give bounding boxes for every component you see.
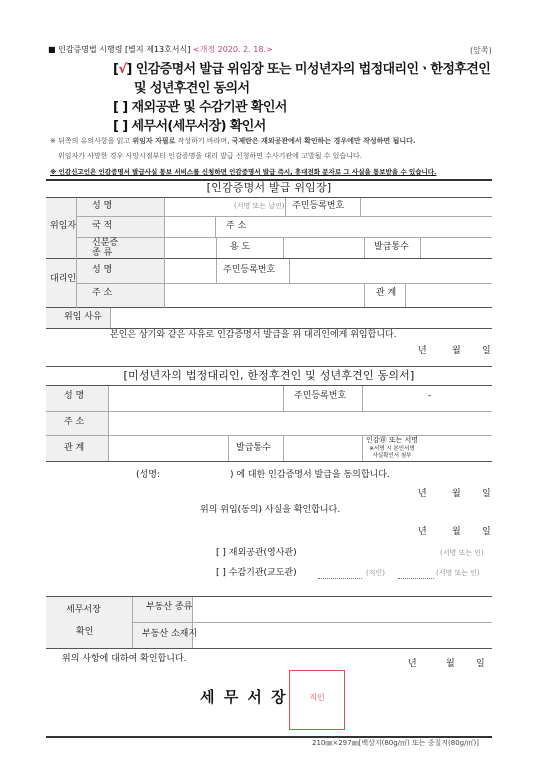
consent-date-year: 년: [418, 489, 427, 499]
embassy-checkbox-label[interactable]: [ ] 재외공관(영사관): [216, 548, 297, 558]
delegator-resident-no-label: 주민등록번호: [292, 201, 345, 211]
reason-label: 위임 사유: [64, 312, 102, 322]
delegation-date-day: 일: [482, 346, 491, 356]
confirmation-statement: 위의 위임(동의) 사실을 확인합니다.: [200, 505, 341, 515]
page-side-note: (앞쪽): [470, 46, 492, 55]
consent-relation-label: 관 계: [64, 443, 85, 453]
agent-address-label: 주 소: [92, 288, 113, 298]
delegation-statement: 본인은 상기와 같은 사유로 인감증명서 발급을 위 대리인에게 위임합니다.: [110, 330, 397, 340]
agent-resident-no-label: 주민등록번호: [223, 265, 276, 275]
tax-date-day: 일: [476, 659, 485, 669]
title-embassy-confirmation: [ ] 재외공관 및 수감기관 확인서: [113, 100, 287, 115]
confirmation-date-year: 년: [418, 527, 427, 537]
agent-label: 대리인: [50, 274, 77, 284]
title-delegation: [√] 인감증명서 발급 위임장 또는 미성년자의 법정대리인ㆍ한정후견인: [113, 62, 491, 77]
delegator-name-label: 성 명: [92, 201, 113, 211]
bullet-icon: ■: [48, 45, 56, 54]
nationality-label: 국 적: [92, 221, 113, 231]
purpose-label: 용 도: [230, 242, 251, 252]
id-type-label: 신분증: [92, 238, 119, 248]
confirmation-date-month: 월: [452, 527, 461, 537]
consent-address-label: 주 소: [64, 417, 85, 427]
property-type-label: 부동산 종류: [146, 602, 193, 612]
copies-label: 발급통수: [374, 242, 409, 252]
title-delegation-line2: 및 성년후견인 동의서: [134, 81, 250, 96]
stamp-label: 직인: [309, 693, 325, 702]
notice-guidance: ※ 뒤쪽의 유의사항을 읽고 위임자 자필로 작성하기 바라며, 국제란은 재외공관에서 확인하는 경우에만 작성하면 됩니다.: [50, 137, 416, 145]
consent-statement: ) 에 대한 인감증명서 발급을 동의합니다.: [230, 470, 390, 480]
form-reference: ■ 인감증명법 시행령 [별지 제13호서식] <개정 2020. 2. 18.>: [48, 45, 273, 54]
paper-spec: 210㎜×297㎜[백상지(80g/㎡) 또는 중질지(80g/㎡)]: [312, 739, 479, 747]
prison-checkbox-label[interactable]: [ ] 수감기관(교도관): [216, 568, 297, 578]
consent-date-month: 월: [452, 489, 461, 499]
consent-statement-prefix: (성명:: [136, 470, 160, 480]
title-tax-office-confirmation: [ ] 세무서(세무서장) 확인서: [113, 119, 266, 134]
embassy-sign-hint: (서명 또는 인): [440, 549, 484, 557]
prison-sign-hint: (서명 또는 인): [436, 569, 480, 577]
tax-confirm-label: 세무서장: [66, 605, 101, 615]
consent-resident-no-label: 주민등록번호: [294, 391, 347, 401]
prison-seal-hint: (직인): [366, 569, 385, 577]
tax-officer-title: 세 무 서 장: [200, 688, 288, 706]
seal-or-signature-label: 인감㊞ 또는 서명: [365, 436, 419, 444]
revision-date: <개정 2020. 2. 18.>: [192, 45, 273, 54]
consent-name-label: 성 명: [64, 391, 85, 401]
check-mark-icon: √: [118, 62, 127, 77]
consent-copies-label: 발급통수: [236, 443, 271, 453]
delegation-date-year: 년: [418, 346, 427, 356]
delegator-address-label: 주 소: [226, 221, 247, 231]
tax-statement: 위의 사항에 대하여 확인합니다.: [62, 654, 187, 664]
agent-name-label: 성 명: [92, 265, 113, 275]
tax-date-year: 년: [408, 659, 417, 669]
tax-date-month: 월: [446, 659, 455, 669]
relation-label: 관 계: [376, 288, 397, 298]
consent-date-day: 일: [482, 489, 491, 499]
section-title-consent: [미성년자의 법정대리인, 한정후견인 및 성년후견인 동의서]: [123, 369, 415, 382]
signature-hint: (서명 또는 날인): [234, 202, 285, 210]
confirmation-date-day: 일: [482, 527, 491, 537]
section-title-delegation: [인감증명서 발급 위임장]: [206, 181, 332, 194]
delegator-label: 위임자: [50, 221, 77, 231]
delegation-date-month: 월: [452, 346, 461, 356]
resident-no-dash: -: [428, 391, 432, 401]
notice-sms-service: ※ 인감신고인은 인감증명서 발급사실 통보 서비스를 신청하면 인감증명서 발급 즉시, 휴대전화 문자로 그 사실을 통보받을 수 있습니다.: [50, 168, 437, 176]
property-location-label: 부동산 소재지: [142, 629, 198, 639]
official-stamp-box: [289, 670, 345, 730]
notice-warning: 위임자가 사망한 경우 사망시점부터 인감증명을 대리 발급 신청하면 수사기관에 고발될 수 있습니다.: [58, 152, 362, 160]
